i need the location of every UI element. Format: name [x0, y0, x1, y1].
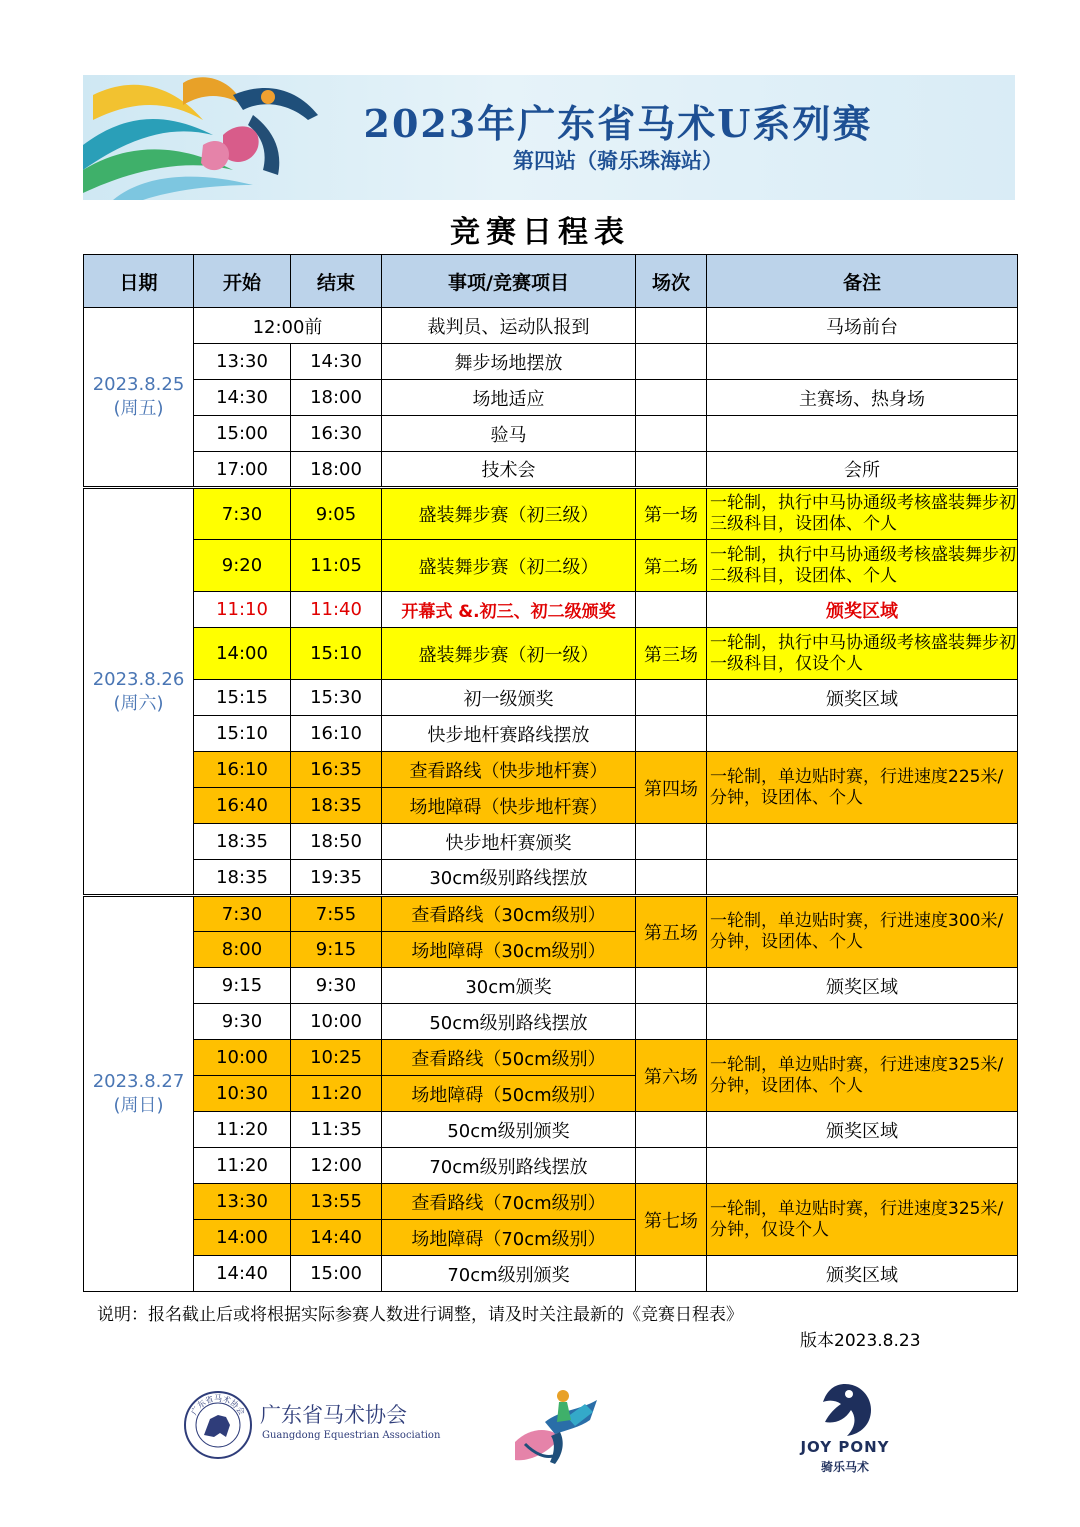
table-row [84, 752, 1018, 788]
end-cell: 13:55 [291, 1184, 382, 1220]
event-cell: 裁判员、运动队报到 [382, 308, 636, 344]
joy-pony-cn-name: 骑乐马术 [820, 1460, 869, 1474]
note-cell: 颁奖区域 [707, 1112, 1018, 1148]
rider-logo-icon [505, 1382, 605, 1467]
event-cell: 30cm级别路线摆放 [382, 860, 636, 896]
end-cell: 7:55 [291, 896, 382, 932]
note-cell: 一轮制，单边贴时赛，行进速度225米/分钟，设团体、个人 [707, 752, 1018, 824]
event-cell: 场地障碍（70cm级别） [382, 1220, 636, 1256]
start-cell: 14:00 [194, 1220, 291, 1256]
event-cell: 场地适应 [382, 380, 636, 416]
session-cell [636, 968, 707, 1004]
end-cell: 11:05 [291, 540, 382, 592]
end-cell: 15:30 [291, 680, 382, 716]
table-row [84, 824, 1018, 860]
note-cell: 颁奖区域 [707, 592, 1018, 628]
start-cell: 9:15 [194, 968, 291, 1004]
end-cell: 18:35 [291, 788, 382, 824]
joy-pony-logo [790, 1380, 900, 1475]
table-row [84, 1040, 1018, 1076]
event-cell: 查看路线（30cm级别） [382, 896, 636, 932]
table-row [84, 1256, 1018, 1292]
note-cell [707, 1004, 1018, 1040]
note-cell: 一轮制，单边贴时赛，行进速度325米/分钟，仅设个人 [707, 1184, 1018, 1256]
session-cell: 第一场 [636, 488, 707, 540]
event-cell: 查看路线（50cm级别） [382, 1040, 636, 1076]
end-cell: 11:40 [291, 592, 382, 628]
end-cell: 18:50 [291, 824, 382, 860]
session-cell [636, 860, 707, 896]
start-cell: 16:40 [194, 788, 291, 824]
event-cell: 快步地杆赛颁奖 [382, 824, 636, 860]
start-cell: 9:30 [194, 1004, 291, 1040]
end-cell: 18:00 [291, 452, 382, 488]
end-cell: 15:10 [291, 628, 382, 680]
table-row [84, 1148, 1018, 1184]
start-cell: 7:30 [194, 488, 291, 540]
end-cell: 9:05 [291, 488, 382, 540]
event-cell: 开幕式 &.初三、初二级颁奖 [382, 592, 636, 628]
gea-name: 广东省马术协会 [260, 1403, 407, 1427]
session-cell [636, 1112, 707, 1148]
session-cell: 第六场 [636, 1040, 707, 1112]
table-row [84, 680, 1018, 716]
session-cell [636, 344, 707, 380]
end-cell: 16:10 [291, 716, 382, 752]
event-cell: 技术会 [382, 452, 636, 488]
session-cell [636, 308, 707, 344]
start-cell: 15:00 [194, 416, 291, 452]
start-cell: 16:10 [194, 752, 291, 788]
start-cell: 7:30 [194, 896, 291, 932]
version-label: 版本2023.8.23 [800, 1331, 921, 1351]
session-cell: 第三场 [636, 628, 707, 680]
end-cell: 16:35 [291, 752, 382, 788]
end-cell: 10:00 [291, 1004, 382, 1040]
session-cell [636, 824, 707, 860]
header-end: 结束 [291, 255, 382, 308]
note-cell: 颁奖区域 [707, 1256, 1018, 1292]
event-cell: 70cm级别颁奖 [382, 1256, 636, 1292]
end-cell: 19:35 [291, 860, 382, 896]
note-cell: 马场前台 [707, 308, 1018, 344]
gea-seal-icon [182, 1389, 254, 1461]
weekday-text: (周日) [113, 1095, 164, 1116]
session-cell [636, 452, 707, 488]
session-cell [636, 380, 707, 416]
event-cell: 验马 [382, 416, 636, 452]
day-group [84, 308, 1018, 488]
table-row [84, 344, 1018, 380]
session-cell [636, 716, 707, 752]
end-cell: 10:25 [291, 1040, 382, 1076]
table-row [84, 540, 1018, 592]
weekday-text: (周六) [113, 692, 164, 714]
note-cell: 一轮制，单边贴时赛，行进速度325米/分钟，设团体、个人 [707, 1040, 1018, 1112]
end-cell: 12:00 [291, 1148, 382, 1184]
start-cell: 10:00 [194, 1040, 291, 1076]
gea-english-name: Guangdong Equestrian Association [262, 1430, 441, 1441]
svg-text:广东省马术协会 [189, 1393, 247, 1417]
event-cell: 快步地杆赛路线摆放 [382, 716, 636, 752]
day-group [84, 488, 1018, 896]
note-cell: 一轮制，执行中马协通级考核盛装舞步初二级科目，设团体、个人 [707, 540, 1018, 592]
table-row [84, 380, 1018, 416]
schedule-table [83, 254, 1018, 1292]
date-cell [84, 488, 194, 896]
event-cell: 场地障碍（30cm级别） [382, 932, 636, 968]
table-row [84, 1184, 1018, 1220]
session-cell [636, 416, 707, 452]
note-cell [707, 416, 1018, 452]
note-cell [707, 716, 1018, 752]
end-cell: 11:20 [291, 1076, 382, 1112]
start-cell: 11:10 [194, 592, 291, 628]
event-cell: 查看路线（70cm级别） [382, 1184, 636, 1220]
event-cell: 盛装舞步赛（初三级） [382, 488, 636, 540]
end-cell: 16:30 [291, 416, 382, 452]
start-cell: 15:15 [194, 680, 291, 716]
date-text: 2023.8.26 [92, 668, 185, 690]
table-header-row [84, 255, 1018, 308]
header-note: 备注 [707, 255, 1018, 308]
table-row [84, 860, 1018, 896]
end-cell: 15:00 [291, 1256, 382, 1292]
header-banner [83, 75, 1015, 200]
day-group [84, 896, 1018, 1292]
end-cell: 9:30 [291, 968, 382, 1004]
table-row [84, 968, 1018, 1004]
session-cell [636, 592, 707, 628]
note-cell [707, 1148, 1018, 1184]
event-cell: 盛装舞步赛（初一级） [382, 628, 636, 680]
weekday-text: (周五) [113, 398, 164, 419]
start-cell: 15:10 [194, 716, 291, 752]
table-row [84, 308, 1018, 344]
note-cell: 一轮制，单边贴时赛，行进速度300米/分钟，设团体、个人 [707, 896, 1018, 968]
banner-title: 2023年广东省马术U系列赛 [363, 101, 873, 146]
table-row [84, 416, 1018, 452]
event-cell: 场地障碍（快步地杆赛） [382, 788, 636, 824]
end-cell: 14:30 [291, 344, 382, 380]
session-cell [636, 1148, 707, 1184]
event-cell: 舞步场地摆放 [382, 344, 636, 380]
banner-subtitle: 第四站（骑乐珠海站） [513, 149, 723, 173]
gea-seal-text: 广东省马术协会 [189, 1394, 247, 1417]
event-cell: 初一级颁奖 [382, 680, 636, 716]
start-cell: 8:00 [194, 932, 291, 968]
table-row [84, 716, 1018, 752]
session-cell [636, 1004, 707, 1040]
end-cell: 14:40 [291, 1220, 382, 1256]
start-cell: 11:20 [194, 1148, 291, 1184]
event-cell: 场地障碍（50cm级别） [382, 1076, 636, 1112]
event-cell: 50cm级别颁奖 [382, 1112, 636, 1148]
start-cell: 18:35 [194, 824, 291, 860]
time-cell: 12:00前 [194, 308, 382, 344]
event-cell: 30cm颁奖 [382, 968, 636, 1004]
table-row [84, 1112, 1018, 1148]
table-row [84, 628, 1018, 680]
event-cell: 查看路线（快步地杆赛） [382, 752, 636, 788]
event-cell: 70cm级别路线摆放 [382, 1148, 636, 1184]
table-row [84, 452, 1018, 488]
gea-logo [182, 1385, 441, 1465]
table-row [84, 896, 1018, 932]
table-row [84, 1004, 1018, 1040]
start-cell: 10:30 [194, 1076, 291, 1112]
date-text: 2023.8.27 [92, 1071, 185, 1092]
start-cell: 14:00 [194, 628, 291, 680]
page-title: 竞赛日程表 [450, 215, 630, 250]
session-cell: 第二场 [636, 540, 707, 592]
note-cell: 一轮制，执行中马协通级考核盛装舞步初一级科目，仅设个人 [707, 628, 1018, 680]
note-cell [707, 344, 1018, 380]
date-cell [84, 896, 194, 1292]
header-session: 场次 [636, 255, 707, 308]
table-row [84, 488, 1018, 540]
equestrian-art-icon [83, 75, 343, 200]
date-text: 2023.8.25 [92, 374, 185, 395]
date-cell [84, 308, 194, 488]
start-cell: 14:40 [194, 1256, 291, 1292]
joy-pony-horse-icon [815, 1380, 875, 1438]
note-cell [707, 824, 1018, 860]
session-cell: 第四场 [636, 752, 707, 824]
start-cell: 11:20 [194, 1112, 291, 1148]
note-cell: 颁奖区域 [707, 968, 1018, 1004]
start-cell: 13:30 [194, 344, 291, 380]
end-cell: 18:00 [291, 380, 382, 416]
start-cell: 14:30 [194, 380, 291, 416]
end-cell: 9:15 [291, 932, 382, 968]
start-cell: 9:20 [194, 540, 291, 592]
note-cell: 颁奖区域 [707, 680, 1018, 716]
session-cell: 第七场 [636, 1184, 707, 1256]
start-cell: 18:35 [194, 860, 291, 896]
header-start: 开始 [194, 255, 291, 308]
event-cell: 盛装舞步赛（初二级） [382, 540, 636, 592]
note-cell: 会所 [707, 452, 1018, 488]
note-cell: 主赛场、热身场 [707, 380, 1018, 416]
table-row [84, 592, 1018, 628]
event-cell: 50cm级别路线摆放 [382, 1004, 636, 1040]
start-cell: 13:30 [194, 1184, 291, 1220]
start-cell: 17:00 [194, 452, 291, 488]
header-event: 事项/竞赛项目 [382, 255, 636, 308]
session-cell [636, 1256, 707, 1292]
session-cell: 第五场 [636, 896, 707, 968]
session-cell [636, 680, 707, 716]
note-cell: 一轮制，执行中马协通级考核盛装舞步初三级科目，设团体、个人 [707, 488, 1018, 540]
joy-pony-name: JOY PONY [800, 1438, 890, 1456]
note-cell [707, 860, 1018, 896]
footnote: 说明：报名截止后或将根据实际参赛人数进行调整，请及时关注最新的《竞赛日程表》 [97, 1305, 743, 1325]
end-cell: 11:35 [291, 1112, 382, 1148]
header-date: 日期 [84, 255, 194, 308]
